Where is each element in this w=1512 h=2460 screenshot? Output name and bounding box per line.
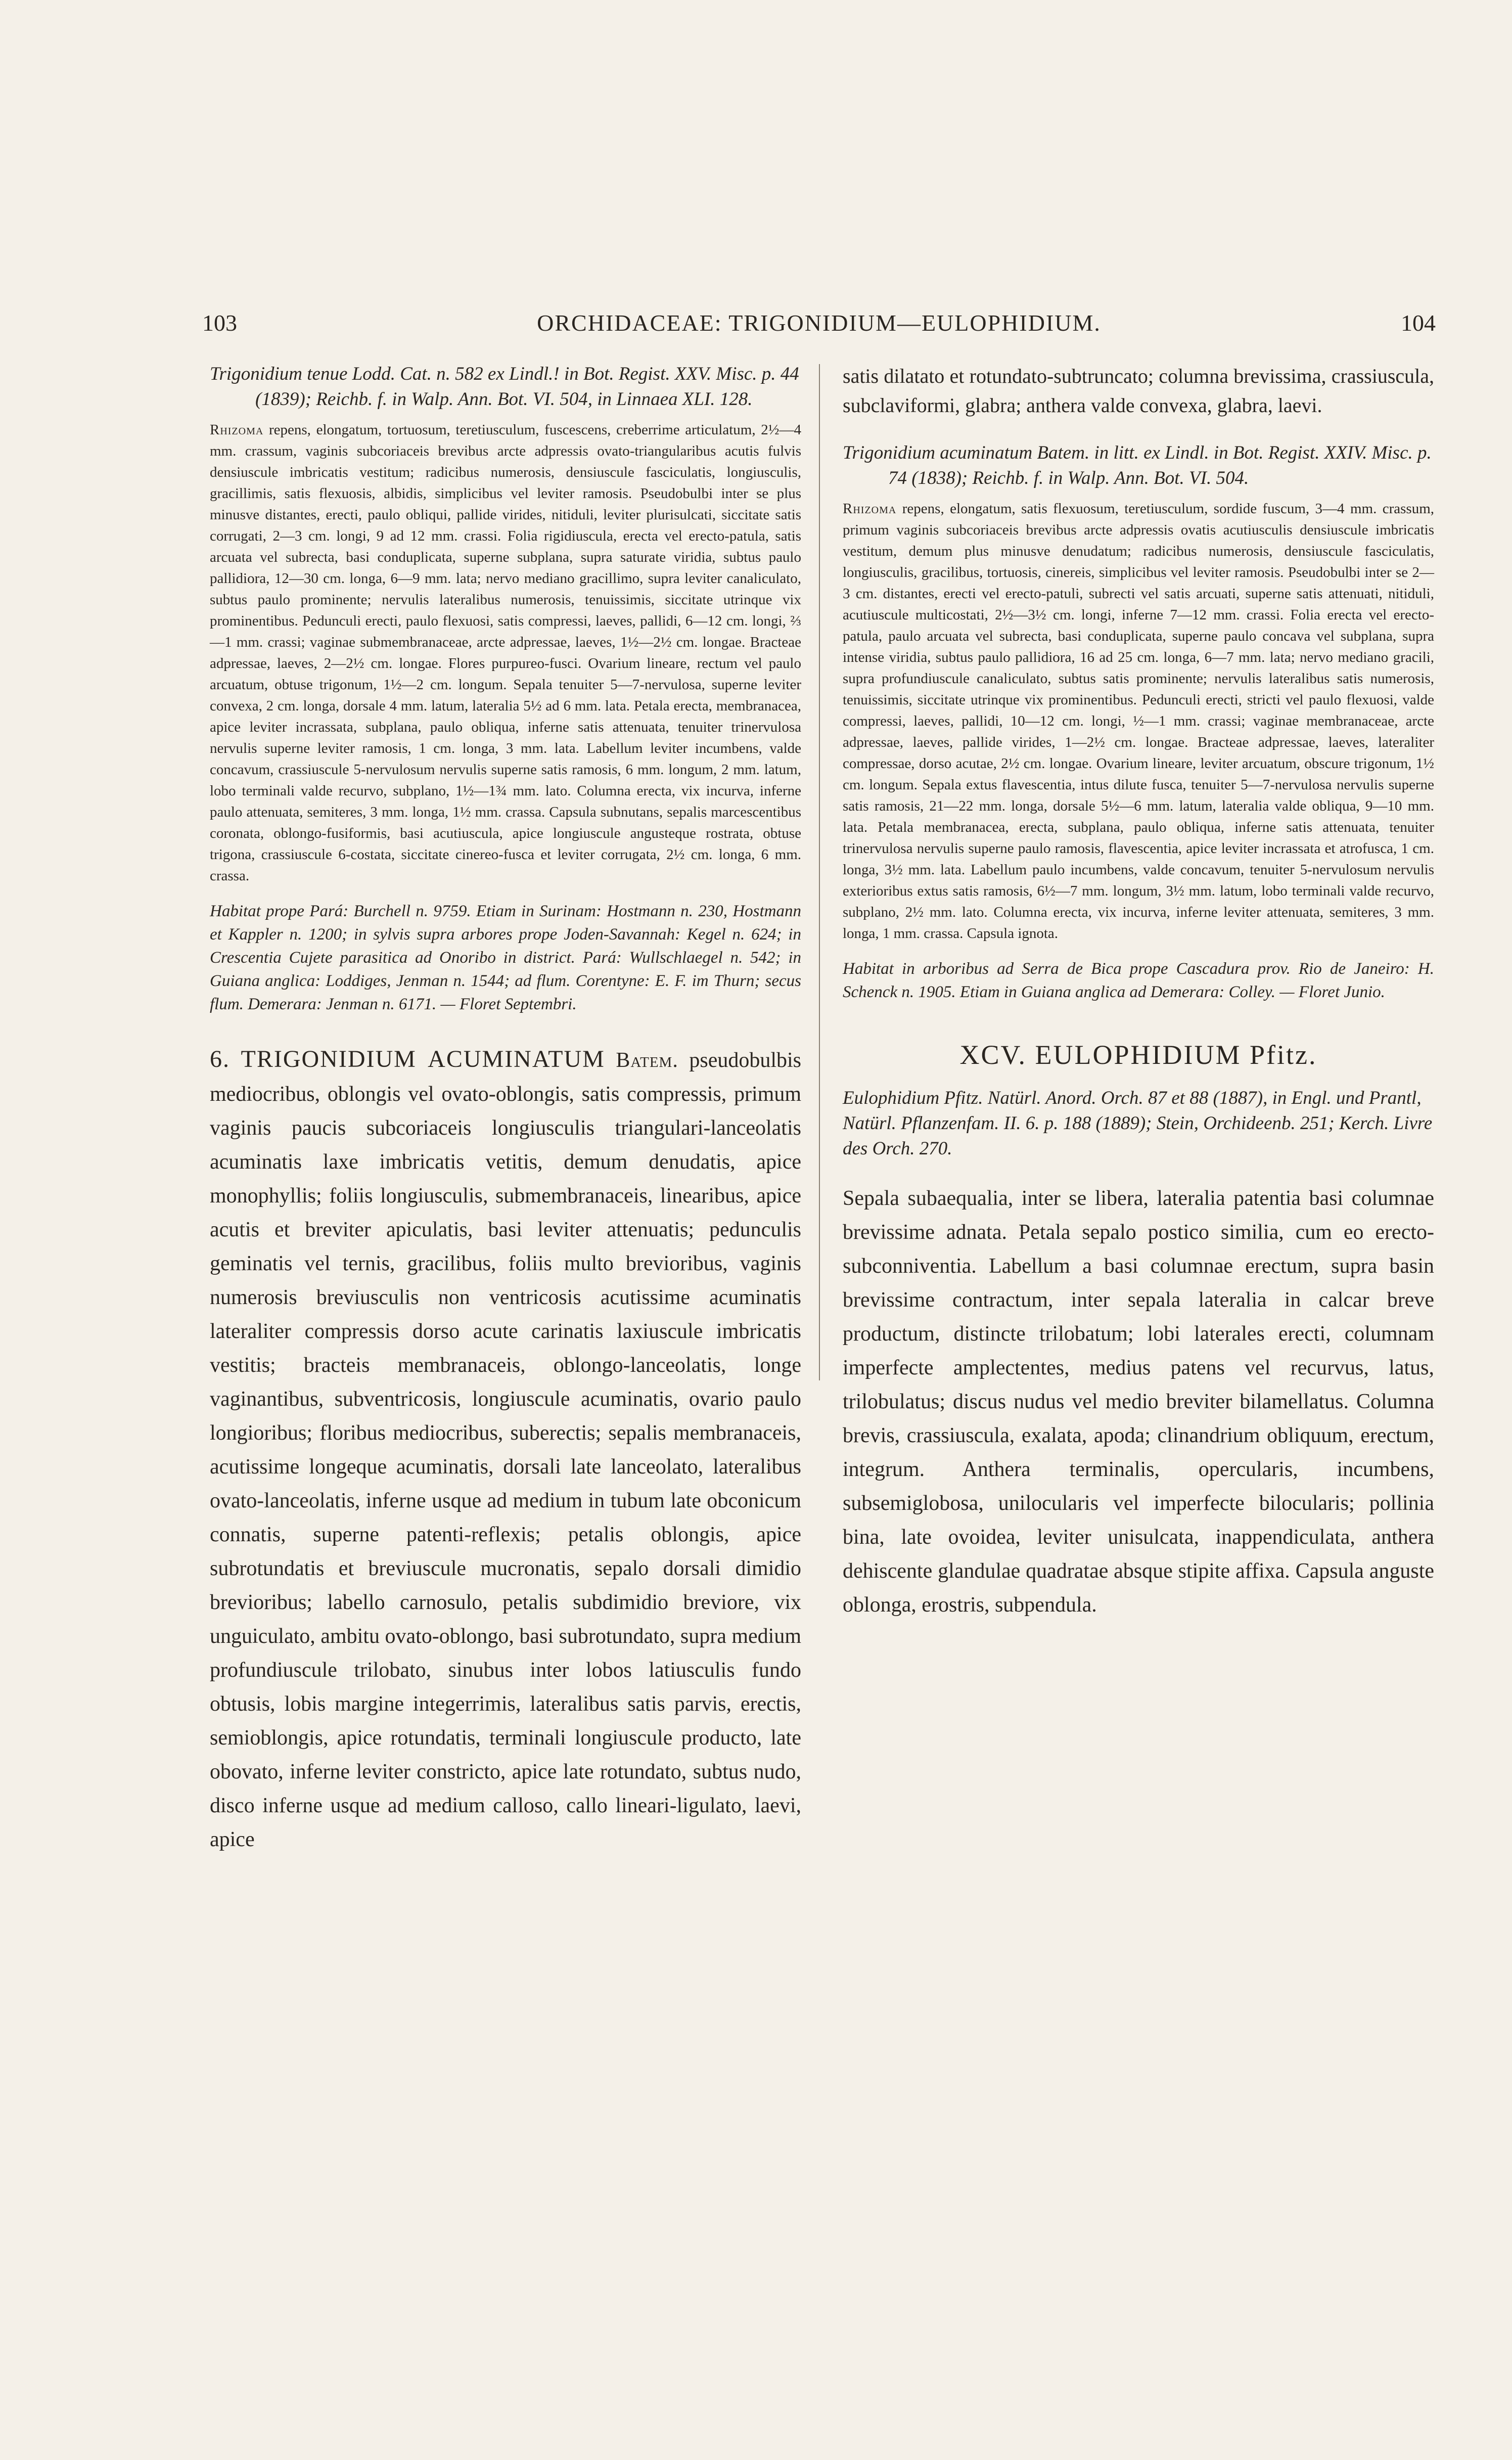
genus-heading: XCV. EULOPHIDIUM Pfitz.	[959, 1040, 1317, 1070]
species-number: 6.	[210, 1046, 230, 1072]
habitat-note-2: Habitat in arboribus ad Serra de Bica prope Cascadura prov. Rio de Janeiro: H. Schenck n. 1905. Etiam in Guiana anglica ad Demerara: Colley. — Floret Junio.	[843, 960, 1434, 1001]
species-citation-2: Trigonidium acuminatum Batem. in litt. ex Lindl. in Bot. Regist. XXIV. Misc. p. 74 (1838); Reichb. f. in Walp. Ann. Bot. VI. 504.	[843, 442, 1432, 488]
genus-citation: Eulophidium Pfitz. Natürl. Anord. Orch. 87 et 88 (1887), in Engl. und Prantl, Natürl. Pflanzenfam. II. 6. p. 188 (1889); Stein, Orchideenb. 251; Kerch. Livre des Orch. 270.	[843, 1088, 1433, 1159]
page-header	[202, 309, 1436, 340]
habitat-note: Habitat prope Pará: Burchell n. 9759. Etiam in Surinam: Hostmann n. 230, Hostmann et Kappler n. 1200; in sylvis supra arbores prope Joden-Savannah: Kegel n. 624; in Crescentia Cujete parasitica ad Onoribo in district. Pará: Wullschlaegel n. 542; in Guiana anglica: Loddiges, Jenman n. 1544; ad flum. Corentyne: E. F. im Thurn; secus flum. Demerara: Jenman n. 6171. — Floret Septembri.	[210, 902, 801, 1013]
species-description	[210, 419, 801, 886]
diagnosis-continuation: satis dilatato et rotundato-subtruncato; columna brevissima, crassiuscula, subclaviformi, glabra; anthera valde convexa, glabra, laevi.	[843, 365, 1434, 417]
left-column	[210, 362, 801, 1857]
page-number-left: 103	[202, 310, 237, 336]
species-description-2	[843, 498, 1434, 944]
species-citation: Trigonidium tenue Lodd. Cat. n. 582 ex Lindl.! in Bot. Regist. XXV. Misc. p. 44 (1839); Reichb. f. in Walp. Ann. Bot. VI. 504, in Linnaea XLI. 128.	[210, 364, 799, 410]
species-name: TRIGONIDIUM ACUMINATUM	[241, 1046, 605, 1072]
description-text: repens, elongatum, tortuosum, teretiusculum, fuscescens, creberrime articulatum, 2½—4 mm. crassum, vaginis subcoriaceis brevibus arcte adpressis ovato-triangularibus acutis fulvis densiuscule imbricatis vestitum; radicibus numerosis, densiuscule fasciculatis, longiusculis, gracillimis, satis flexuosis, albidis, simplicibus vel leviter ramosis. Pseudobulbi inter se plus minusve distantes, erecti, paulo obliqui, pallide virides, nitiduli, leviter plurisulcati, siccitate satis corrugati, 2—3 cm. longi, 9 ad 12 mm. crassi. Folia rigidiuscula, erecta vel erecto-patula, satis arcuata vel subrecta, basi conduplicata, superne subplana, supra saturate viridia, subtus paulo pallidiora, 12—30 cm. longa, 6—9 mm. lata; nervo mediano gracillimo, supra leviter canaliculato, subtus paulo prominente; nervulis lateralibus numerosis, tenuissimis, siccitate utrinque vix prominentibus. Pedunculi erecti, paulo flexuosi, satis compressi, laeves, pallidi, 6—12 cm. longi, ⅔—1 mm. crassi; vaginae submembranaceae, arcte adpressae, laeves, 1½—2½ cm. longae. Bracteae adpressae, laeves, 2—2½ cm. longae. Flores purpureo-fusci. Ovarium lineare, rectum vel paulo arcuatum, obtuse trigonum, 1½—2 cm. longum. Sepala tenuiter 5—7-nervulosa, superne leviter convexa, 2 cm. longa, dorsale 4 mm. latum, lateralia 5½ ad 6 mm. lata. Petala erecta, membranacea, apice leviter incrassata, subplana, paulo obliqua, inferne satis attenuata, tenuiter trinervulosa nervulis superne leviter ramosis, 1 cm. longa, 3 mm. lata. Labellum leviter incumbens, valde concavum, crassiuscule 5-nervulosum nervulis superne satis ramosis, 6 mm. longum, 2 mm. latum, lobo terminali valde recurvo, subplano, 1½—1¾ mm. lato. Columna erecta, vix incurva, inferne paulo attenuata, semiteres, 3 mm. longa, 1½ mm. crassa. Capsula subnutans, sepalis marcescentibus coronata, oblongo-fusiformis, basi acutiuscula, apice longiuscule angusteque rostrata, obtuse trigona, crassiuscule 6-costata, siccitate cinereo-fusca et leviter corrugata, 2½ cm. longa, 6 mm. crassa.	[210, 422, 801, 884]
page-number-right: 104	[1401, 310, 1436, 336]
species-author: Batem.	[616, 1049, 678, 1072]
genus-description: Sepala subaequalia, inter se libera, lateralia patentia basi columnae brevissime adnata. Petala sepalo postico similia, cum eo erecto-subconniventia. Labellum a basi columnae erectum, supra basin brevissime contractum, inter sepala lateralia in calcar breve productum, distincte trilobatum; lobi laterales erecti, columnam imperfecte amplectentes, medius patens vel recurvus, latus, trilobulatus; discus nudus vel medio breviter bilamellatus. Columna brevis, crassiuscula, exalata, apoda; clinandrium obliquum, erectum, integrum. Anthera terminalis, opercularis, incumbens, subsemiglobosa, unilocularis vel imperfecte bilocularis; pollinia bina, late ovoidea, leviter unisulcata, inappendiculata, anthera dehiscente glandulae quadratae absque stipite affixa. Capsula anguste oblonga, erostris, subpendula.	[843, 1187, 1434, 1617]
right-column	[843, 362, 1434, 1622]
diagnosis-text: pseudobulbis mediocribus, oblongis vel ovato-oblongis, satis compressis, primum vaginis paucis subcoriaceis longiusculis triangulari-lanceolatis acuminatis laxe imbricatis vetitis, demum denudatis, apice monophyllis; foliis longiusculis, submembranaceis, linearibus, apice acutis et breviter apiculatis, basi leviter attenuatis; pedunculis geminatis vel ternis, gracilibus, foliis multo brevioribus, vaginis numerosis breviusculis non ventricosis acutissime acuminatis lateraliter compressis dorso acute carinatis laxiuscule imbricatis vestitis; bracteis membranaceis, oblongo-lanceolatis, longe vaginantibus, subventricosis, longiuscule acuminatis, ovario paulo longioribus; floribus mediocribus, suberectis; sepalis membranaceis, acutissime longeque acuminatis, dorsali late lanceolato, lateralibus ovato-lanceolatis, inferne usque ad medium in tubum late obconicum connatis, superne patenti-reflexis; petalis oblongis, apice subrotundatis et breviuscule mucronatis, sepalo dorsali dimidio brevioribus; labello carnosulo, petalis subdimidio breviore, vix unguiculato, ambitu ovato-oblongo, basi subrotundato, supra medium profundiuscule trilobato, sinubus inter lobos latiusculis fundo obtusis, lobis margine integerrimis, lateralibus satis parvis, erectis, semioblongis, apice rotundatis, terminali longiuscule producto, late obovato, inferne leviter constricto, apice late rotundato, subtus nudo, disco inferne usque ad medium calloso, callo lineari-ligulato, laevi, apice	[210, 1049, 802, 1851]
description-text-2: repens, elongatum, satis flexuosum, teretiusculum, sordide fuscum, 3—4 mm. crassum, primum vaginis subcoriaceis brevibus arcte adpressis ovatis acutiusculis densiuscule imbricatis vestitum, demum plus minusve denudatum; radicibus numerosis, densiuscule fasciculatis, longiusculis, gracilibus, tortuosis, cinereis, simplicibus vel leviter ramosis. Pseudobulbi inter se 2—3 cm. distantes, erecti vel erecto-patuli, subrecti vel satis arcuati, superne satis attenuati, nitiduli, acutiuscule multicostati, 2½—3½ cm. longi, inferne 7—12 mm. crassi. Folia erecta vel erecto-patula, paulo arcuata vel subrecta, basi conduplicata, superne paulo concava vel subplana, supra intense viridia, subtus paulo pallidiora, 16 ad 25 cm. longa, 6—7 mm. lata; nervo mediano gracili, supra profundiuscule canaliculato, subtus satis prominente; nervulis lateralibus satis numerosis, tenuissimis, siccitate utrinque vix prominentibus. Pedunculi erecti, stricti vel paulo flexuosi, valde compressi, laeves, pallidi, 10—12 cm. longi, ½—1 mm. crassi; vaginae membranaceae, arcte adpressae, laeves, pallide virides, 1—2½ cm. longae. Bracteae adpressae, laeves, lateraliter compressae, dorso acutae, 2½ cm. longae. Ovarium lineare, leviter arcuatum, obscure trigonum, 1½ cm. longum. Sepala extus flavescentia, intus dilute fusca, tenuiter 5—7-nervulosa nervulis superne satis ramosis, 21—22 mm. longa, dorsale 5½—6 mm. latum, lateralia valde obliqua, 9—10 mm. lata. Petala membranacea, erecta, subplana, paulo obliqua, inferne satis attenuata, tenuiter trinervulosa nervulis superne paulo ramosis, flavescentia, apice leviter incrassata et atrofusca, 1 cm. longa, 3½ mm. lata. Labellum paulo incumbens, valde concavum, tenuiter 5-nervulosum nervulis exterioribus extus satis ramosis, 6½—7 mm. longum, 3½ mm. latum, lobo terminali valde recurvo, subplano, 2½ mm. lato. Columna erecta, vix incurva, inferne leviter attenuata, semiteres, 3 mm. longa, 1 mm. crassa. Capsula ignota.	[843, 501, 1435, 942]
species-diagnosis	[210, 1042, 801, 1857]
running-title: ORCHIDACEAE: TRIGONIDIUM—EULOPHIDIUM.	[537, 310, 1101, 336]
rhizoma-label: Rhizoma	[210, 422, 264, 438]
column-divider	[819, 364, 820, 1380]
rhizoma-label-2: Rhizoma	[843, 501, 897, 517]
